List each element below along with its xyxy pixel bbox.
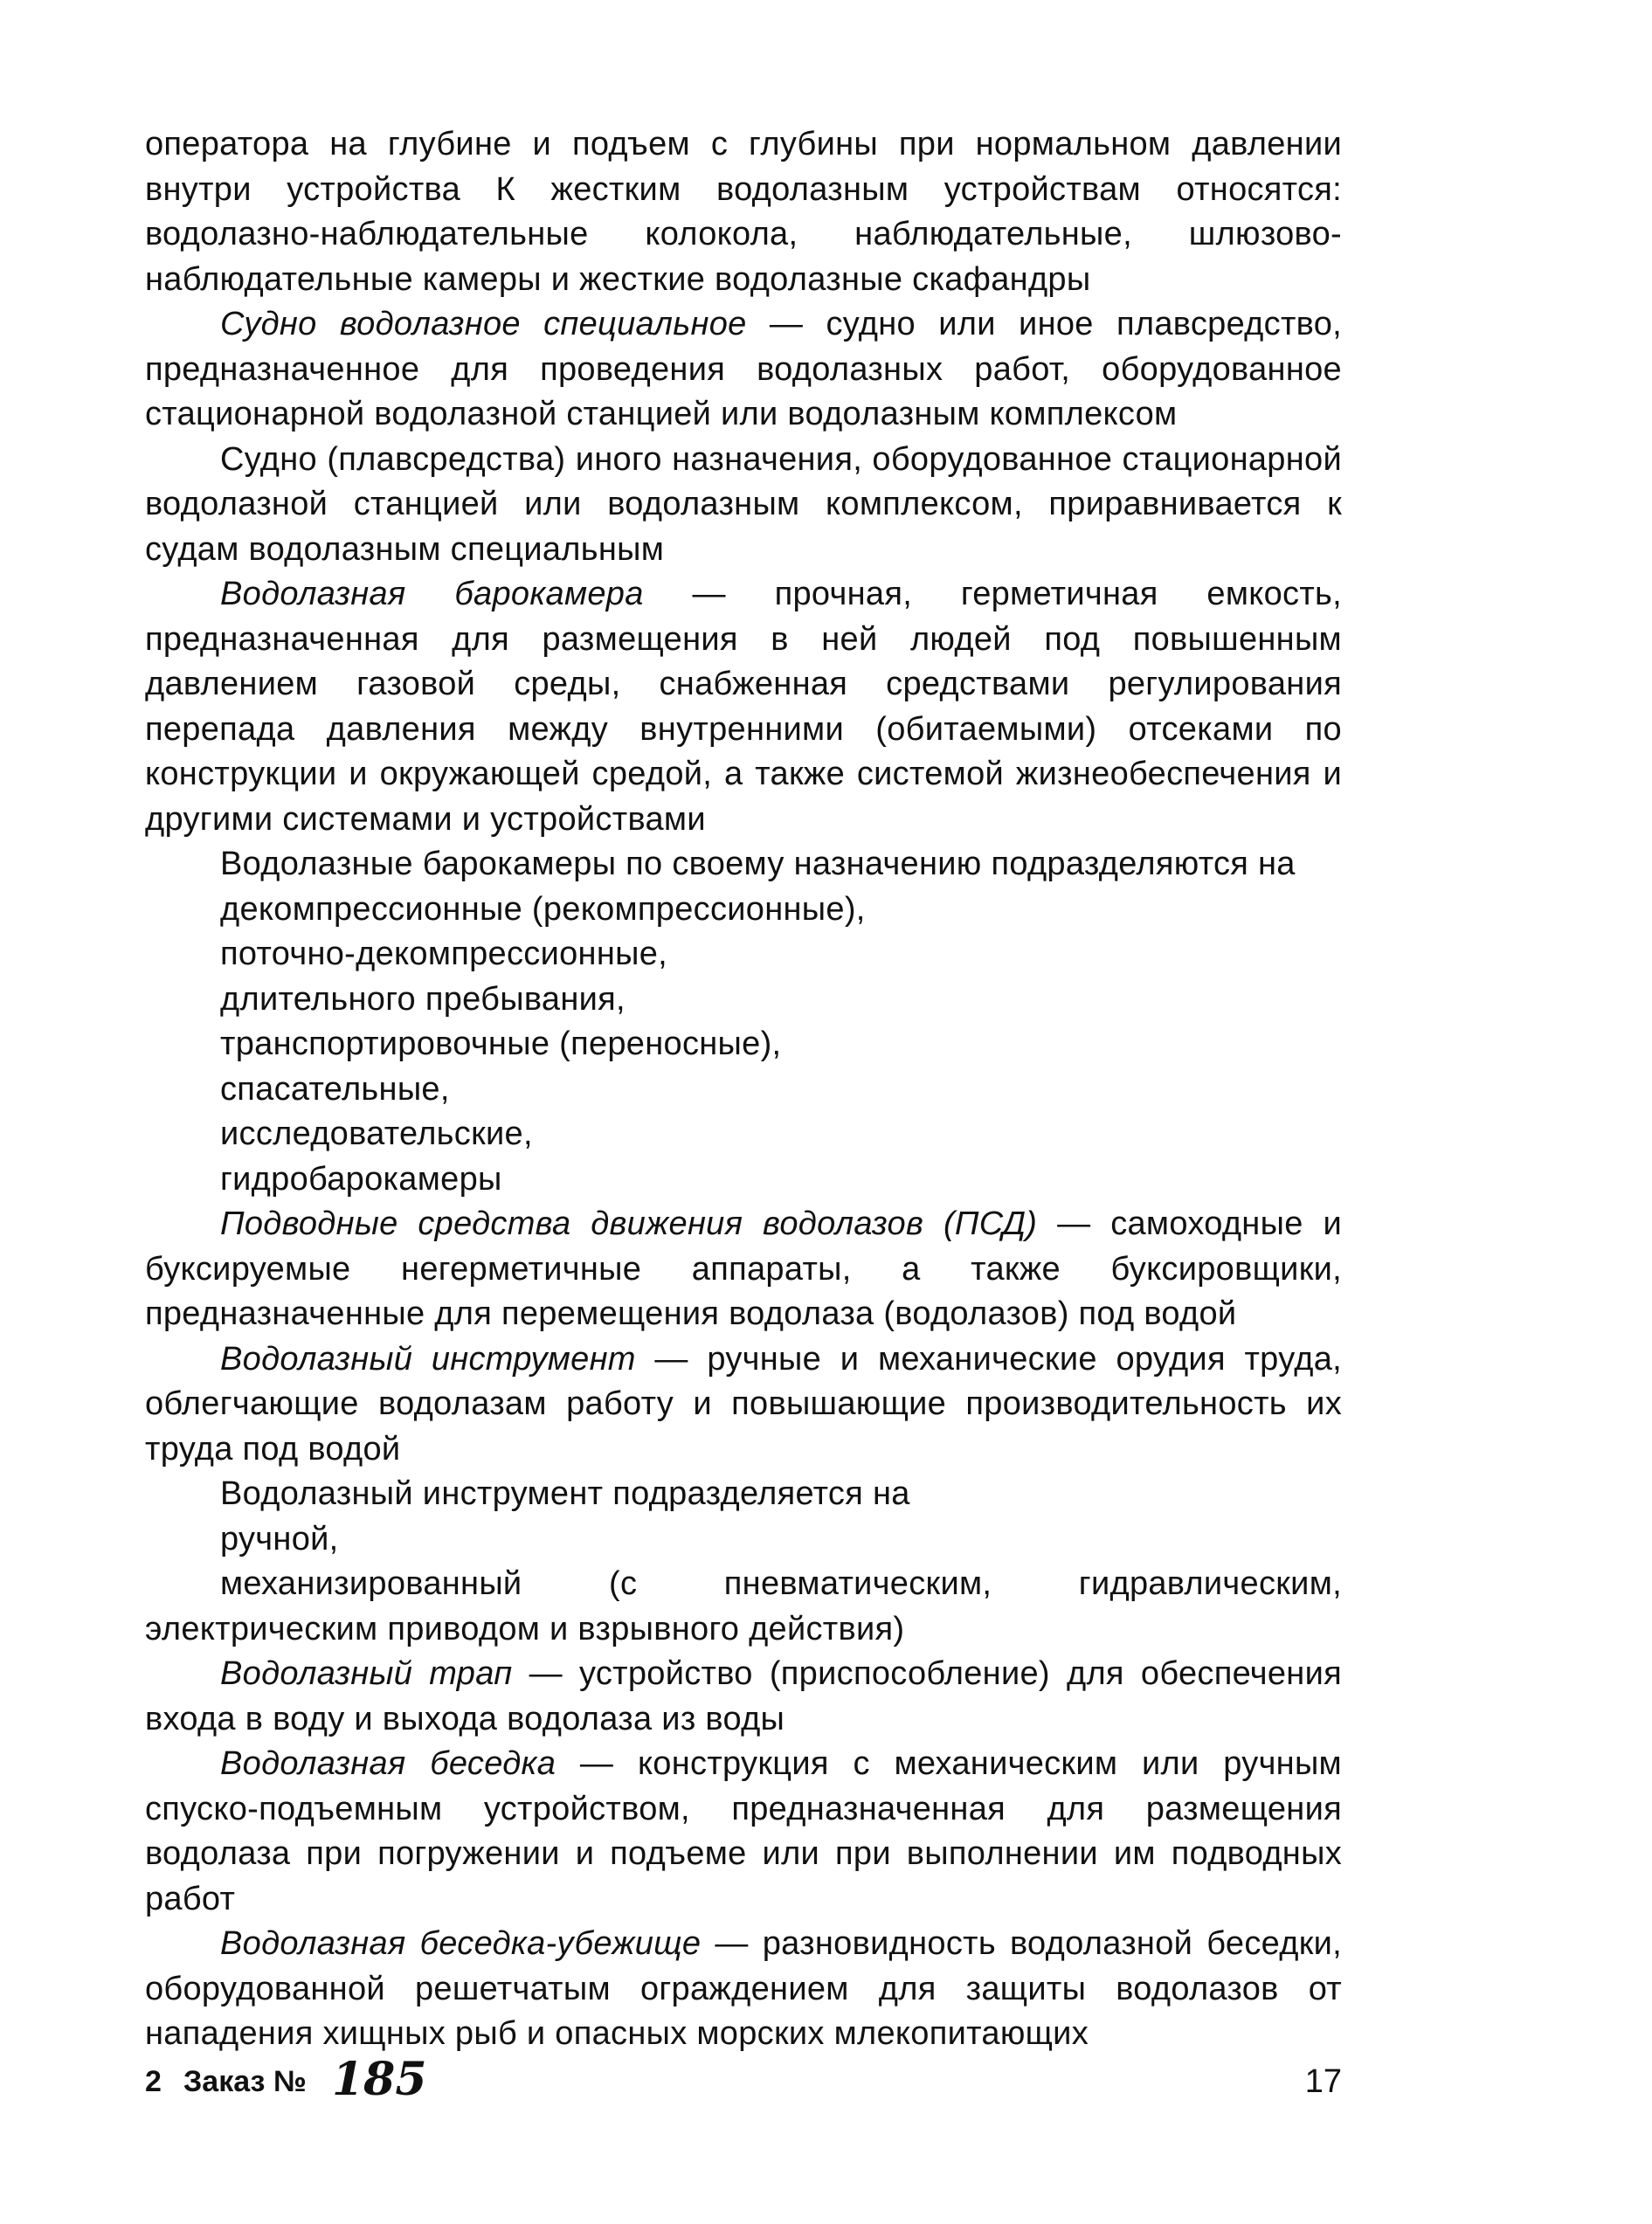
definition-diving-tool — [145, 1337, 1342, 1473]
page-footer — [145, 2053, 1342, 2109]
paragraph-text: Водолазные барокамеры по своему назначению подразделяются на — [220, 846, 1296, 882]
list-item: исследовательские, — [220, 1115, 533, 1152]
list-item: декомпрессионные (рекомпрессионные), — [220, 890, 866, 928]
definition-text: — разновидность водолазной беседки, оборудованной решетчатым ограждением для защиты водолазов от нападения хищных рыб и опасных морских млекопитающих — [145, 1925, 1343, 2052]
definition-text: — прочная, герметичная емкость, предназначенная для размещения в ней людей под повышенным давлением газовой среды, снабженная средствами регулирования перепада давления между внутренними (обитаемыми) отсеками по конструкции и окружающей средой, а также системой жизнеобеспечения и другими системами и устройствами — [145, 576, 1343, 838]
list-item: гидробарокамеры — [220, 1160, 502, 1198]
sheet-number: 2 — [145, 2065, 162, 2098]
paragraph-text: Судно (плавсредства) иного назначения, оборудованное стационарной водолазной станцией или водолазным комплексом, приравнивается к судам водолазным специальным — [145, 440, 1342, 568]
paragraph-tool-classification — [145, 1472, 1342, 1517]
order-label: Заказ № — [183, 2065, 307, 2098]
definition-text: — судно или иное плавсредство, предназначенное для проведения водолазных работ, оборудованное стационарной водолазной станцией или водолазным комплексом — [145, 306, 1342, 432]
definition-text: — ручные и механические орудия труда, облегчающие водолазам работу и повышающие производительность их труда под водой — [145, 1340, 1342, 1468]
list-item: поточно-декомпрессионные, — [220, 936, 668, 972]
list-item: транспортировочные (переносные), — [220, 1026, 782, 1062]
definition-underwater-vehicles — [145, 1202, 1342, 1337]
page-number: 17 — [1304, 2063, 1342, 2100]
paragraph-continuation — [145, 122, 1342, 302]
list-item-text: механизированный (с пневматическим, гидравлическим, электрическим приводом и взрывного действия) — [145, 1565, 1342, 1647]
list-item-mechanized — [145, 1562, 1342, 1652]
term: Водолазная барокамера — [220, 576, 644, 612]
term: Судно водолазное специальное — [220, 306, 747, 342]
definition-diving-stage-shelter — [145, 1922, 1342, 2057]
term: Подводные средства движения водолазов (ПСД) — [220, 1205, 1038, 1242]
list-item: длительного пребывания, — [220, 980, 626, 1018]
list-item-text: ручной, — [220, 1520, 339, 1557]
paragraph-text: Водолазный инструмент подразделяется на — [220, 1475, 910, 1512]
paragraph-other-vessels — [145, 438, 1342, 573]
definition-barochamber — [145, 572, 1342, 842]
definition-diving-ladder — [145, 1652, 1342, 1742]
definition-text: — устройство (приспособление) для обеспечения входа в воду и выхода водолаза из воды — [145, 1655, 1342, 1737]
body-text — [145, 122, 1342, 2057]
definition-text: — конструкция с механическим или ручным спуско-подъемным устройством, предназначенная для размещения водолаза при погружении и подъеме или при выполнении им подводных работ — [145, 1745, 1342, 1917]
paragraph-text: оператора на глубине и подъем с глубины при нормальном давлении внутри устройства К жестким водолазным устройствам относятся: водолазно-наблюдательные колокола, наблюдательные, шлюзово-наблюдательные камеры и жесткие водолазные скафандры — [145, 126, 1342, 298]
definition-diving-stage — [145, 1742, 1342, 1922]
barochamber-types-list — [145, 888, 1342, 1203]
term: Водолазная беседка-убежище — [220, 1925, 702, 1962]
definition-diving-vessel — [145, 302, 1342, 438]
term: Водолазная беседка — [220, 1745, 556, 1782]
list-item-manual — [145, 1517, 1342, 1563]
term: Водолазный трап — [220, 1655, 513, 1692]
list-item: спасательные, — [220, 1070, 450, 1108]
order-number: 185 — [332, 2053, 427, 2106]
paragraph-barochamber-classification — [145, 842, 1342, 888]
term: Водолазный инструмент — [220, 1340, 636, 1378]
definition-text: — самоходные и буксируемые негерметичные аппараты, а также буксировщики, предназначенные для перемещения водолаза (водолазов) под водой — [145, 1205, 1343, 1332]
